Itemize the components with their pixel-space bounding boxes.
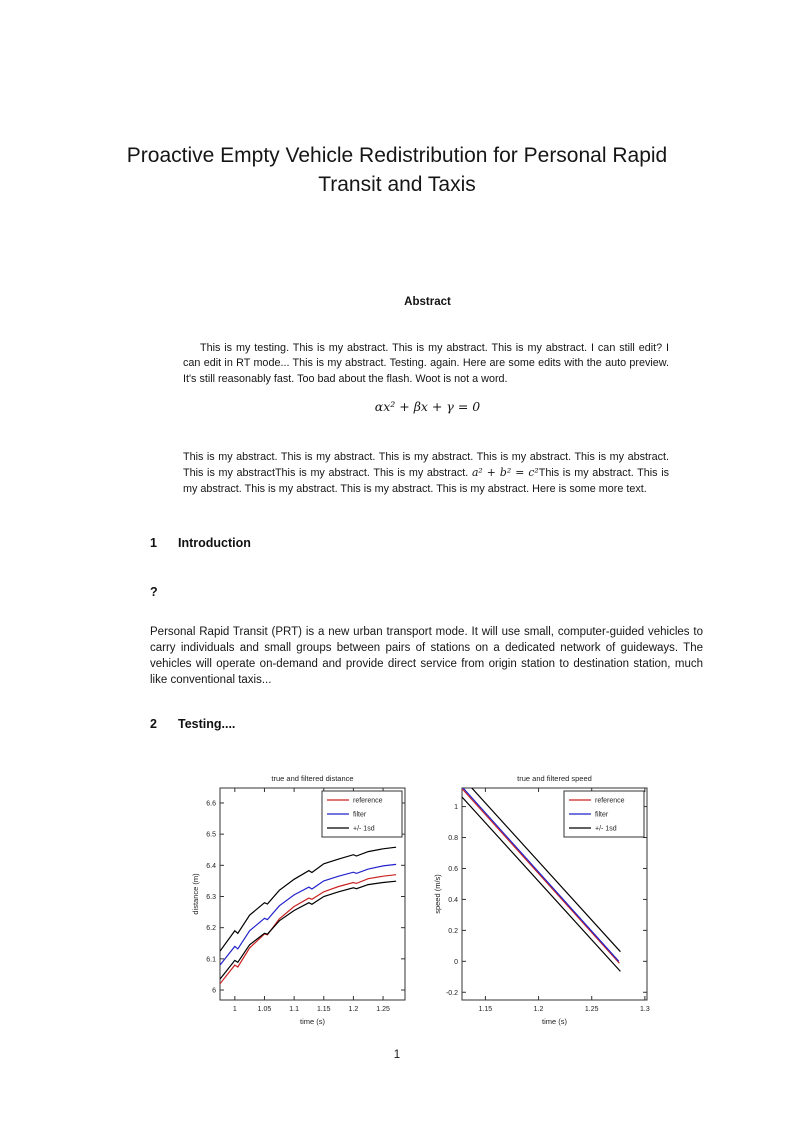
svg-text:6: 6 bbox=[212, 987, 216, 995]
svg-text:time (s): time (s) bbox=[542, 1017, 567, 1026]
line-chart-svg bbox=[189, 770, 423, 1028]
abstract-heading: Abstract bbox=[404, 296, 451, 308]
svg-text:6.6: 6.6 bbox=[206, 800, 216, 808]
svg-text:1: 1 bbox=[454, 804, 458, 812]
svg-text:0.2: 0.2 bbox=[448, 927, 458, 935]
svg-text:0.8: 0.8 bbox=[448, 835, 458, 843]
svg-text:time (s): time (s) bbox=[300, 1017, 325, 1026]
figure-speed-plot bbox=[431, 770, 665, 1028]
section-heading-testing bbox=[150, 717, 235, 731]
svg-text:1.15: 1.15 bbox=[478, 1006, 493, 1013]
line-chart-svg bbox=[431, 770, 665, 1028]
svg-text:speed (m/s): speed (m/s) bbox=[433, 874, 442, 914]
svg-text:true and filtered distance: true and filtered distance bbox=[271, 774, 354, 783]
svg-text:6.5: 6.5 bbox=[206, 831, 216, 839]
page-number: 1 bbox=[393, 1049, 401, 1061]
svg-text:reference: reference bbox=[595, 797, 625, 805]
svg-text:true and filtered speed: true and filtered speed bbox=[517, 774, 592, 783]
intro-paragraph: Personal Rapid Transit (PRT) is a new urban transport mode. It will use small, computer-guided vehicles to carry individuals and small groups between pairs of stations on a dedicated network of guideways. The vehicles will operate on-demand and provide direct service from origin station to destination station, much like conventional taxis... bbox=[150, 625, 703, 686]
svg-text:filter: filter bbox=[595, 811, 609, 819]
svg-text:1.25: 1.25 bbox=[584, 1006, 599, 1013]
inline-math: a² + b² = c² bbox=[471, 466, 539, 480]
equation-display: αx² + βx + γ = 0 bbox=[374, 399, 481, 414]
svg-text:6.3: 6.3 bbox=[206, 893, 216, 901]
section-heading-introduction bbox=[150, 536, 251, 550]
svg-text:1.2: 1.2 bbox=[348, 1006, 359, 1013]
svg-text:6.2: 6.2 bbox=[206, 925, 216, 933]
svg-text:1.15: 1.15 bbox=[316, 1006, 331, 1013]
svg-text:filter: filter bbox=[353, 811, 367, 819]
svg-text:0.4: 0.4 bbox=[448, 896, 458, 904]
question-paragraph: ? bbox=[150, 585, 158, 599]
section-title: Introduction bbox=[178, 536, 251, 550]
section-number: 1 bbox=[150, 536, 157, 550]
svg-text:1.1: 1.1 bbox=[289, 1006, 299, 1013]
svg-text:+/- 1sd: +/- 1sd bbox=[353, 825, 375, 833]
svg-text:1.05: 1.05 bbox=[257, 1006, 272, 1013]
svg-text:1.3: 1.3 bbox=[640, 1006, 650, 1013]
doc-title: Proactive Empty Vehicle Redistribution for Personal Rapid Transit and Taxis bbox=[126, 144, 668, 196]
abstract-paragraph-2-text: This is my abstract. This is my abstract. This is my abstract. This is my abstract. This is my abstract. This is my abstractThis is my abstract. This is my abstract. bbox=[183, 450, 669, 480]
figure-distance-plot bbox=[189, 770, 423, 1028]
section-title: Testing.... bbox=[178, 717, 236, 731]
abstract-paragraph-2-text-end: This is my abstract. This is my abstract. This is my abstract. This is my abstract. This is my abstract. Here is some more text. bbox=[183, 467, 669, 495]
svg-text:reference: reference bbox=[353, 797, 383, 805]
svg-text:6.4: 6.4 bbox=[206, 862, 216, 870]
svg-text:distance (m): distance (m) bbox=[191, 873, 200, 915]
svg-text:6.1: 6.1 bbox=[206, 956, 216, 964]
abstract-paragraph-2 bbox=[183, 450, 669, 497]
svg-text:1: 1 bbox=[232, 1006, 237, 1013]
svg-text:1.2: 1.2 bbox=[533, 1006, 544, 1013]
svg-text:-0.2: -0.2 bbox=[445, 989, 458, 997]
section-number: 2 bbox=[150, 717, 157, 731]
abstract-paragraph-1: This is my testing. This is my abstract. This is my abstract. This is my abstract. I can still edit? I can edit in RT mode... This is my abstract. Testing. again. Here are some edits with the auto preview. It's still reasonably fast. Too bad about the flash. Woot is not a word. bbox=[183, 341, 669, 385]
svg-text:0.6: 0.6 bbox=[448, 865, 458, 873]
svg-text:1.25: 1.25 bbox=[376, 1006, 390, 1013]
svg-text:0: 0 bbox=[454, 958, 458, 966]
svg-text:+/- 1sd: +/- 1sd bbox=[595, 825, 617, 833]
